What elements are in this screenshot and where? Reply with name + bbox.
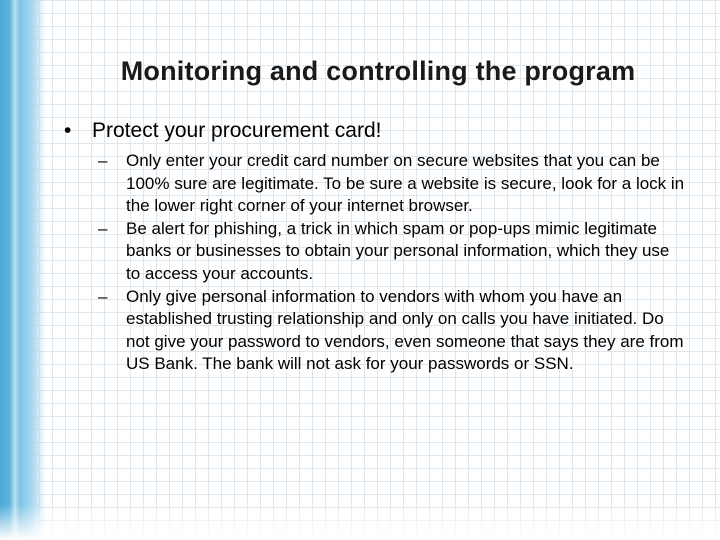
- sub-bullet-list: [64, 150, 694, 376]
- sub-bullet-text: Only enter your credit card number on secure websites that you can be 100% sure are legitimate. To be sure a website is secure, look for a lock in the lower right corner of your internet browser.: [126, 151, 685, 216]
- sub-bullet-secure-websites: [98, 150, 686, 218]
- main-bullet-text: Protect your procurement card!: [92, 119, 382, 142]
- sub-bullet-marker: –: [98, 218, 108, 238]
- slide-content: [64, 116, 694, 376]
- sub-bullet-marker: –: [98, 151, 108, 170]
- main-bullet-marker: •: [64, 119, 72, 142]
- main-bullet: [64, 116, 694, 146]
- slide-title: Monitoring and controlling the program: [120, 56, 636, 86]
- sub-bullet-marker: –: [98, 286, 108, 306]
- sub-bullet-phishing: [98, 218, 686, 286]
- bottom-fade: [0, 504, 720, 540]
- sub-bullet-text: Only give personal information to vendors with whom you have an established trusting relationship and only on calls you have initiated. Do not give your password to vendors, even someone that says they are from US Bank. The bank will not ask for your passwords or SSN.: [126, 286, 684, 374]
- sub-bullet-personal-info: [98, 286, 686, 376]
- sub-bullet-text: Be alert for phishing, a trick in which spam or pop-ups mimic legitimate banks or businesses to obtain your personal information, which they use to access your accounts.: [126, 218, 670, 283]
